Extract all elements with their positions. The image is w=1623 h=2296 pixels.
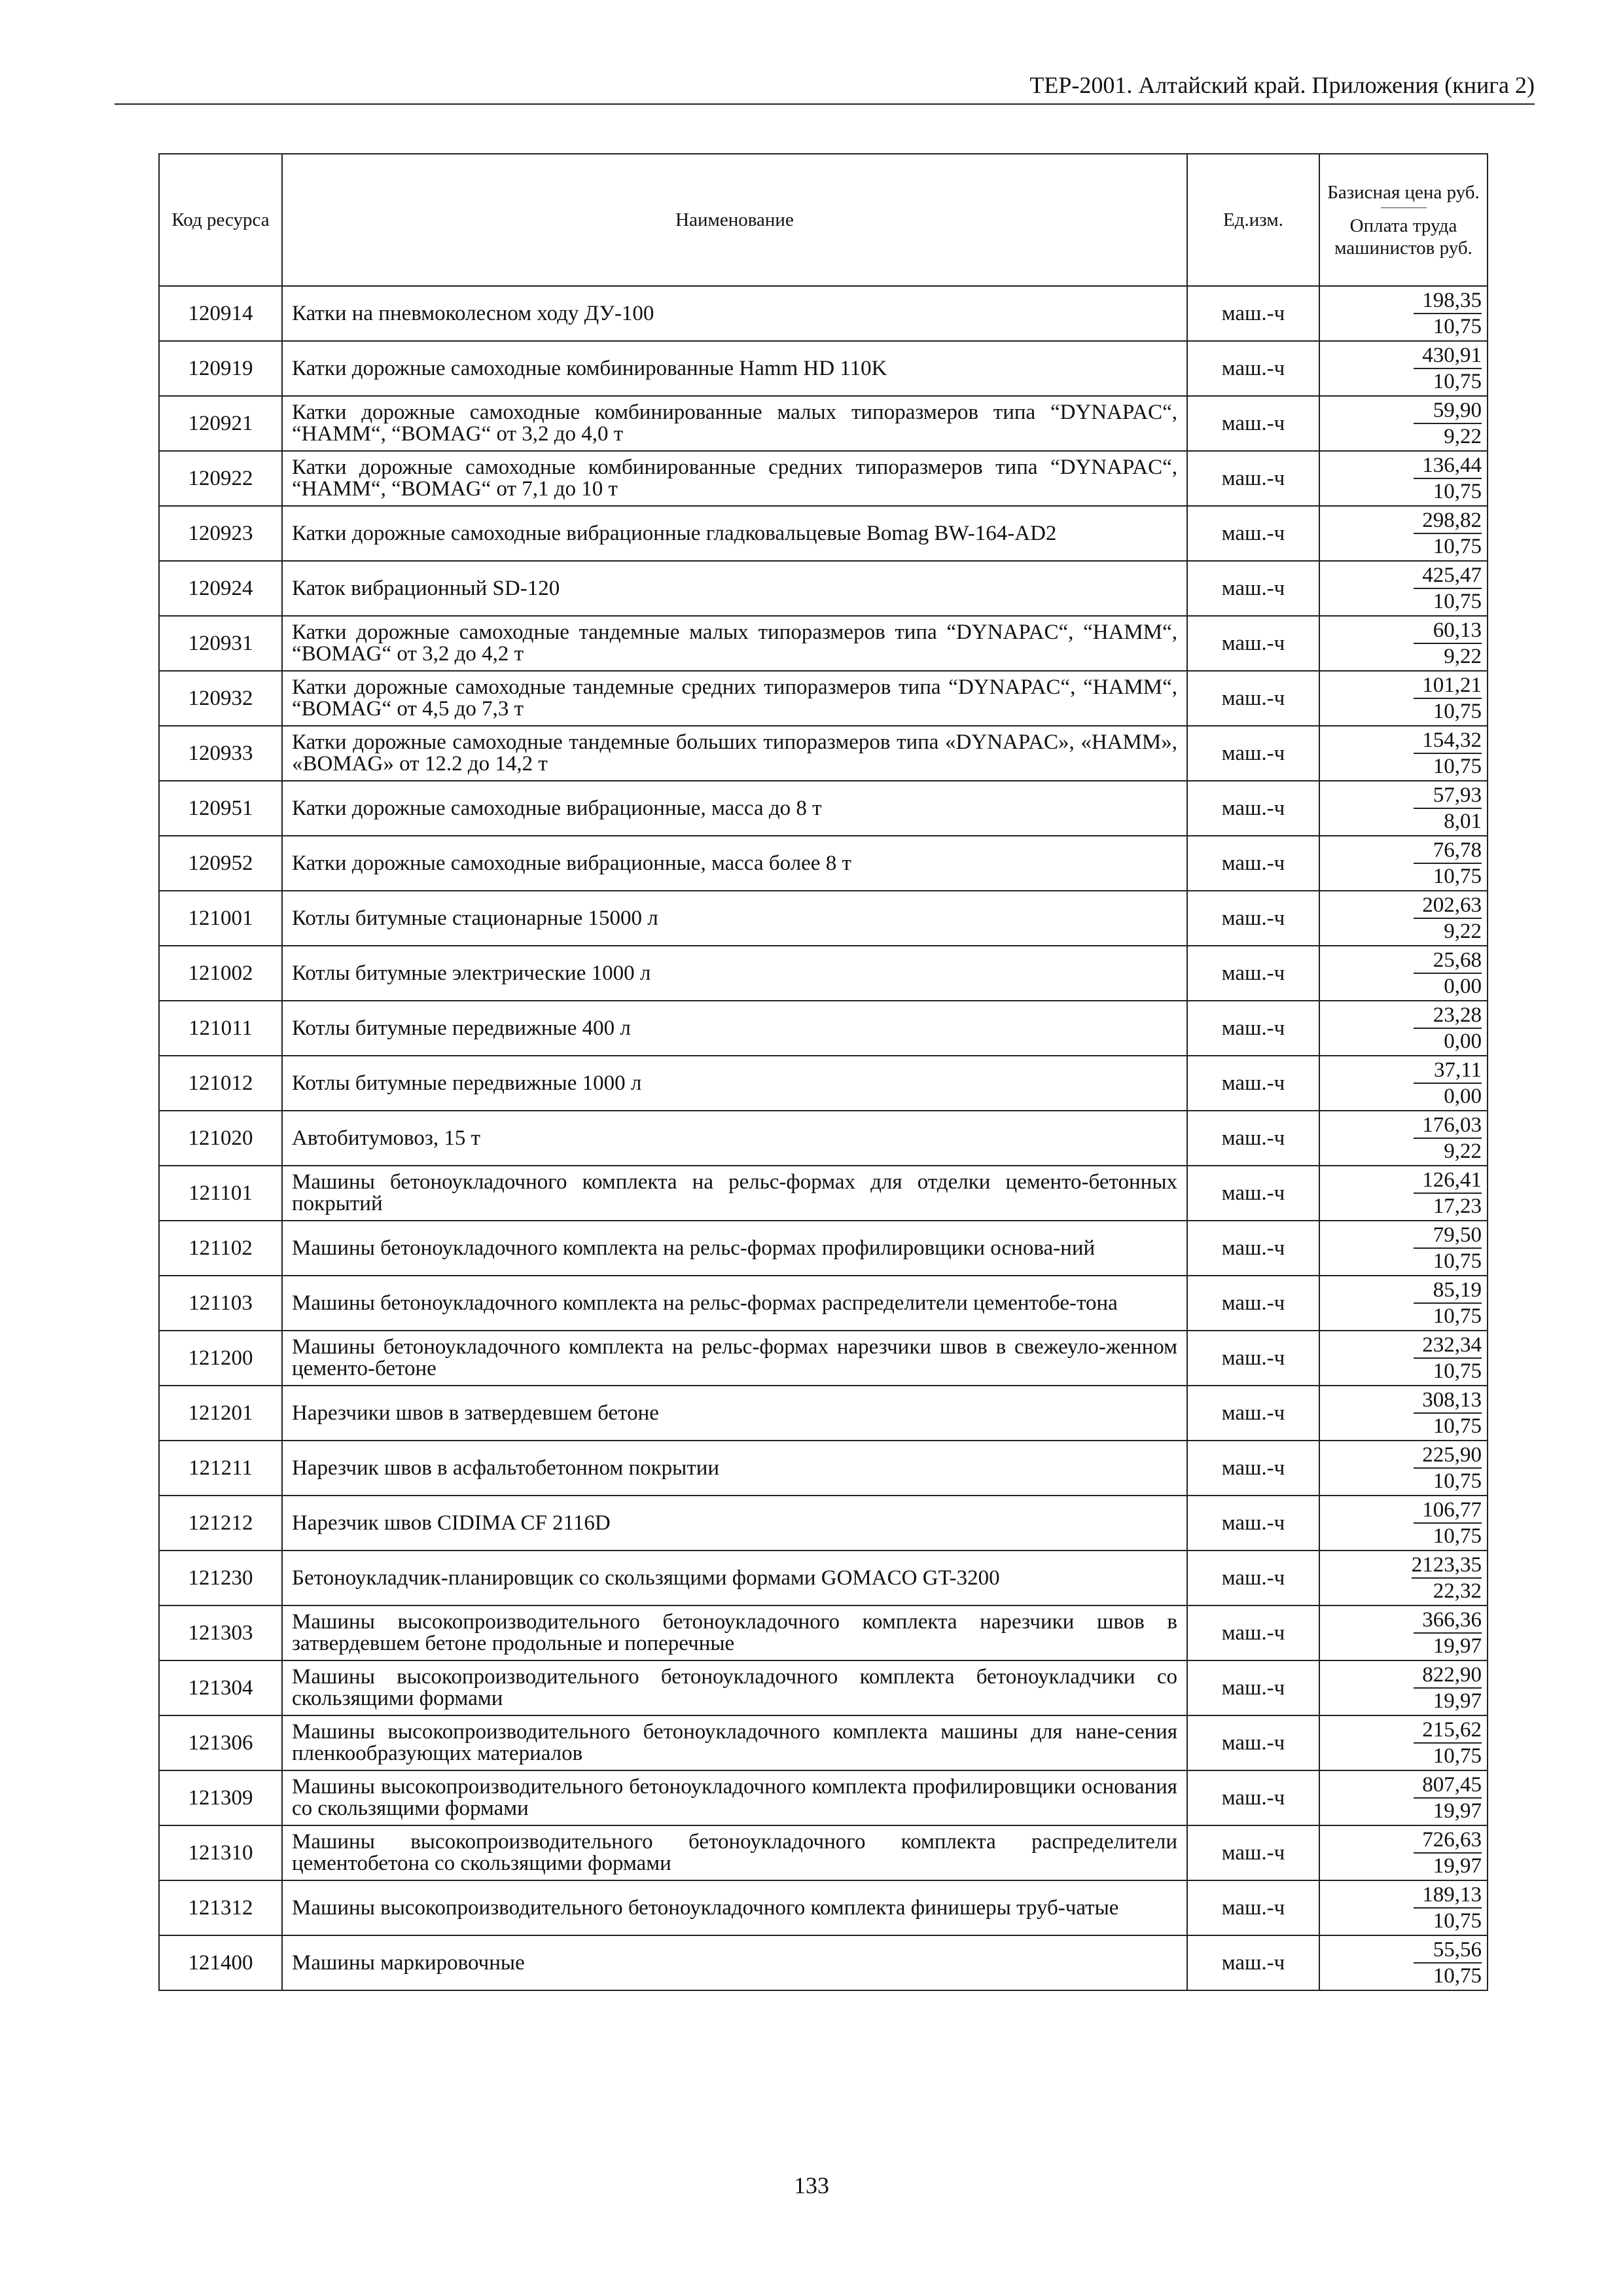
resource-name: Машины маркировочные: [282, 1935, 1187, 1990]
price-fraction: [1320, 1443, 1482, 1494]
resource-unit: маш.-ч: [1187, 1880, 1319, 1935]
price-cell: [1319, 1441, 1488, 1496]
price-cell: [1319, 1551, 1488, 1605]
base-price: 176,03: [1414, 1113, 1482, 1139]
table-row: [159, 1221, 1488, 1276]
operator-wage: 10,75: [1433, 1304, 1482, 1328]
resource-code: 121400: [159, 1935, 282, 1990]
operator-wage: 0,00: [1444, 1085, 1482, 1108]
header-price-base: Базисная цена руб.: [1327, 181, 1480, 203]
operator-wage: 0,00: [1444, 975, 1482, 998]
resource-code: 121012: [159, 1056, 282, 1111]
resource-code: 121020: [159, 1111, 282, 1166]
resource-unit: маш.-ч: [1187, 1276, 1319, 1331]
price-fraction: [1320, 398, 1482, 449]
resource-unit: маш.-ч: [1187, 396, 1319, 451]
price-fraction: [1320, 948, 1482, 999]
base-price: 425,47: [1414, 563, 1482, 589]
resource-name: Машины высокопроизводительного бетоноукладочного комплекта финишеры труб-чатые: [282, 1880, 1187, 1935]
operator-wage: 10,75: [1433, 1524, 1482, 1548]
resource-name: Автобитумовоз, 15 т: [282, 1111, 1187, 1166]
resource-name: Катки дорожные самоходные вибрационные, масса до 8 т: [282, 781, 1187, 836]
base-price: 136,44: [1414, 453, 1482, 479]
price-cell: [1319, 561, 1488, 616]
resource-name: Машины высокопроизводительного бетоноукладочного комплекта бетоноукладчики со скользящими формами: [282, 1660, 1187, 1715]
resource-code: 121102: [159, 1221, 282, 1276]
operator-wage: 10,75: [1433, 1249, 1482, 1273]
resource-code: 120924: [159, 561, 282, 616]
price-fraction: [1320, 1003, 1482, 1054]
resource-unit: маш.-ч: [1187, 1331, 1319, 1386]
resource-code: 121310: [159, 1825, 282, 1880]
operator-wage: 10,75: [1433, 1359, 1482, 1383]
table-row: [159, 561, 1488, 616]
resource-code: 121212: [159, 1496, 282, 1551]
table-row: [159, 396, 1488, 451]
resource-code: 121306: [159, 1715, 282, 1770]
operator-wage: 9,22: [1444, 645, 1482, 668]
operator-wage: 10,75: [1433, 535, 1482, 558]
resource-unit: маш.-ч: [1187, 1221, 1319, 1276]
base-price: 76,78: [1414, 838, 1482, 864]
resource-code: 120923: [159, 506, 282, 561]
operator-wage: 10,75: [1433, 315, 1482, 338]
price-cell: [1319, 1386, 1488, 1441]
base-price: 85,19: [1414, 1278, 1482, 1304]
price-fraction: [1320, 1168, 1482, 1219]
operator-wage: 10,75: [1433, 755, 1482, 778]
price-cell: [1319, 1001, 1488, 1056]
resource-name: Котлы битумные стационарные 15000 л: [282, 891, 1187, 946]
operator-wage: 19,97: [1433, 1799, 1482, 1823]
resource-unit: маш.-ч: [1187, 1441, 1319, 1496]
price-cell: [1319, 1496, 1488, 1551]
price-fraction: [1320, 618, 1482, 669]
price-fraction: [1320, 343, 1482, 394]
table-row: [159, 1605, 1488, 1660]
operator-wage: 17,23: [1433, 1194, 1482, 1218]
base-price: 79,50: [1414, 1223, 1482, 1249]
table-row: [159, 1331, 1488, 1386]
resource-code: 121304: [159, 1660, 282, 1715]
base-price: 225,90: [1414, 1443, 1482, 1469]
table-row: [159, 1551, 1488, 1605]
operator-wage: 19,97: [1433, 1854, 1482, 1878]
resource-code: 121201: [159, 1386, 282, 1441]
price-fraction: [1320, 1388, 1482, 1439]
table-row: [159, 451, 1488, 506]
price-cell: [1319, 671, 1488, 726]
resource-code: 121312: [159, 1880, 282, 1935]
price-cell: [1319, 1221, 1488, 1276]
table-row: [159, 1111, 1488, 1166]
price-cell: [1319, 946, 1488, 1001]
operator-wage: 9,22: [1444, 1139, 1482, 1163]
resource-unit: маш.-ч: [1187, 891, 1319, 946]
resource-name: Катки дорожные самоходные вибрационные, масса более 8 т: [282, 836, 1187, 891]
base-price: 202,63: [1414, 893, 1482, 919]
resource-name: Машины высокопроизводительного бетоноукладочного комплекта нарезчики швов в затвердевшем бетоне продольные и поперечные: [282, 1605, 1187, 1660]
base-price: 198,35: [1414, 288, 1482, 314]
resource-name: Бетоноукладчик-планировщик со скользящими формами GOMACO GT-3200: [282, 1551, 1187, 1605]
resource-code: 121011: [159, 1001, 282, 1056]
base-price: 101,21: [1414, 673, 1482, 699]
resource-code: 120921: [159, 396, 282, 451]
resource-unit: маш.-ч: [1187, 1001, 1319, 1056]
price-cell: [1319, 1660, 1488, 1715]
page-number: 133: [794, 2172, 829, 2198]
price-fraction: [1320, 1058, 1482, 1109]
table-header-row: [159, 154, 1488, 286]
resource-code: 121303: [159, 1605, 282, 1660]
resource-name: Катки дорожные самоходные тандемные больших типоразмеров типа «DYNAPAC», «HAMM», «BOMAG» от 12.2 до 14,2 т: [282, 726, 1187, 781]
price-cell: [1319, 1605, 1488, 1660]
table-row: [159, 1935, 1488, 1990]
resource-code: 120932: [159, 671, 282, 726]
base-price: 126,41: [1414, 1168, 1482, 1194]
resource-name: Катки дорожные самоходные комбинированные средних типоразмеров типа “DYNAPAC“, “HAMM“, “BOMAG“ от 7,1 до 10 т: [282, 451, 1187, 506]
price-cell: [1319, 1935, 1488, 1990]
table-row: [159, 506, 1488, 561]
price-cell: [1319, 506, 1488, 561]
resource-name: Катки дорожные самоходные тандемные средних типоразмеров типа “DYNAPAC“, “HAMM“, “BOMAG“ от 4,5 до 7,3 т: [282, 671, 1187, 726]
resource-code: 120914: [159, 286, 282, 341]
header-price-wage: Оплата труда машинистов руб.: [1334, 215, 1472, 259]
resource-unit: маш.-ч: [1187, 1166, 1319, 1221]
resource-unit: маш.-ч: [1187, 1111, 1319, 1166]
resource-unit: маш.-ч: [1187, 1605, 1319, 1660]
resource-name: Машины бетоноукладочного комплекта на рельс-формах профилировщики основа-ний: [282, 1221, 1187, 1276]
resource-name: Машины бетоноукладочного комплекта на рельс-формах распределители цементобе-тона: [282, 1276, 1187, 1331]
table-row: [159, 1880, 1488, 1935]
base-price: 726,63: [1414, 1827, 1482, 1854]
base-price: 189,13: [1414, 1882, 1482, 1909]
resource-name: Каток вибрационный SD-120: [282, 561, 1187, 616]
resource-name: Нарезчик швов в асфальтобетонном покрытии: [282, 1441, 1187, 1496]
price-fraction: [1320, 673, 1482, 724]
operator-wage: 0,00: [1444, 1030, 1482, 1053]
price-cell: [1319, 1880, 1488, 1935]
table-row: [159, 1825, 1488, 1880]
operator-wage: 9,22: [1444, 920, 1482, 943]
price-fraction: [1320, 1333, 1482, 1384]
price-fraction: [1320, 1772, 1482, 1823]
table-row: [159, 1001, 1488, 1056]
table-row: [159, 891, 1488, 946]
price-cell: [1319, 286, 1488, 341]
price-fraction: [1320, 453, 1482, 504]
base-price: 232,34: [1414, 1333, 1482, 1359]
operator-wage: 9,22: [1444, 425, 1482, 448]
resource-unit: маш.-ч: [1187, 561, 1319, 616]
table-row: [159, 1166, 1488, 1221]
price-cell: [1319, 396, 1488, 451]
price-fraction: [1320, 1717, 1482, 1768]
table-row: [159, 616, 1488, 671]
resource-unit: маш.-ч: [1187, 1715, 1319, 1770]
table-row: [159, 1276, 1488, 1331]
table-row: [159, 1386, 1488, 1441]
operator-wage: 10,75: [1433, 1469, 1482, 1493]
resource-code: 121200: [159, 1331, 282, 1386]
operator-wage: 10,75: [1433, 480, 1482, 503]
price-fraction: [1320, 288, 1482, 339]
resource-name: Катки дорожные самоходные вибрационные гладковальцевые Bomag BW-164-AD2: [282, 506, 1187, 561]
base-price: 55,56: [1414, 1937, 1482, 1964]
resource-unit: маш.-ч: [1187, 1386, 1319, 1441]
resource-name: Котлы битумные передвижные 1000 л: [282, 1056, 1187, 1111]
resource-name: Машины высокопроизводительного бетоноукладочного комплекта профилировщики основания со скользящими формами: [282, 1770, 1187, 1825]
resource-name: Катки дорожные самоходные комбинированные Hamm HD 110K: [282, 341, 1187, 396]
resource-unit: маш.-ч: [1187, 451, 1319, 506]
price-fraction: [1320, 1223, 1482, 1274]
resource-name: Машины высокопроизводительного бетоноукладочного комплекта машины для нане-сения пленкообразующих материалов: [282, 1715, 1187, 1770]
resource-code: 120933: [159, 726, 282, 781]
price-fraction: [1320, 1882, 1482, 1933]
resource-unit: маш.-ч: [1187, 836, 1319, 891]
resource-price-table: [158, 153, 1488, 1991]
resource-code: 120922: [159, 451, 282, 506]
resource-code: 121211: [159, 1441, 282, 1496]
resource-name: Катки дорожные самоходные комбинированные малых типоразмеров типа “DYNAPAC“, “HAMM“, “BOMAG“ от 3,2 до 4,0 т: [282, 396, 1187, 451]
price-cell: [1319, 836, 1488, 891]
resource-unit: маш.-ч: [1187, 1935, 1319, 1990]
price-cell: [1319, 1166, 1488, 1221]
base-price: 106,77: [1414, 1498, 1482, 1524]
operator-wage: 10,75: [1433, 700, 1482, 723]
operator-wage: 10,75: [1433, 1909, 1482, 1933]
resource-unit: маш.-ч: [1187, 341, 1319, 396]
operator-wage: 10,75: [1433, 865, 1482, 888]
resource-name: Нарезчики швов в затвердевшем бетоне: [282, 1386, 1187, 1441]
price-cell: [1319, 781, 1488, 836]
base-price: 25,68: [1414, 948, 1482, 974]
base-price: 298,82: [1414, 508, 1482, 534]
price-cell: [1319, 1825, 1488, 1880]
price-cell: [1319, 1331, 1488, 1386]
resource-unit: маш.-ч: [1187, 1056, 1319, 1111]
table-row: [159, 836, 1488, 891]
table-row: [159, 341, 1488, 396]
resource-code: 120951: [159, 781, 282, 836]
price-cell: [1319, 1111, 1488, 1166]
base-price: 215,62: [1414, 1717, 1482, 1744]
resource-name: Машины бетоноукладочного комплекта на рельс-формах для отделки цементо-бетонных покрытий: [282, 1166, 1187, 1221]
header-divider: [115, 103, 1535, 105]
table-row: [159, 726, 1488, 781]
base-price: 23,28: [1414, 1003, 1482, 1029]
header-code: Код ресурса: [159, 154, 282, 286]
header-unit: Ед.изм.: [1187, 154, 1319, 286]
header-price: [1319, 154, 1488, 286]
resource-code: 121103: [159, 1276, 282, 1331]
table-row: [159, 1496, 1488, 1551]
operator-wage: 10,75: [1433, 370, 1482, 393]
table-row: [159, 1715, 1488, 1770]
operator-wage: 22,32: [1433, 1579, 1482, 1603]
price-fraction: [1320, 1552, 1482, 1604]
price-cell: [1319, 451, 1488, 506]
table-row: [159, 1770, 1488, 1825]
resource-code: 121309: [159, 1770, 282, 1825]
price-fraction: [1320, 838, 1482, 889]
resource-code: 121002: [159, 946, 282, 1001]
resource-unit: маш.-ч: [1187, 1551, 1319, 1605]
resource-unit: маш.-ч: [1187, 946, 1319, 1001]
price-fraction: [1320, 1662, 1482, 1713]
price-cell: [1319, 616, 1488, 671]
price-fraction: [1320, 1937, 1482, 1988]
base-price: 2123,35: [1412, 1552, 1482, 1579]
resource-unit: маш.-ч: [1187, 781, 1319, 836]
base-price: 154,32: [1414, 728, 1482, 754]
header-price-divider: [1381, 207, 1427, 208]
price-cell: [1319, 341, 1488, 396]
table-row: [159, 946, 1488, 1001]
table-row: [159, 1056, 1488, 1111]
base-price: 822,90: [1414, 1662, 1482, 1689]
resource-code: 121230: [159, 1551, 282, 1605]
table-row: [159, 1660, 1488, 1715]
table-row: [159, 781, 1488, 836]
price-fraction: [1320, 728, 1482, 779]
price-fraction: [1320, 1113, 1482, 1164]
base-price: 59,90: [1414, 398, 1482, 424]
running-header: ТЕР-2001. Алтайский край. Приложения (книга 2): [1029, 72, 1535, 98]
resource-unit: маш.-ч: [1187, 1496, 1319, 1551]
table-row: [159, 1441, 1488, 1496]
resource-unit: маш.-ч: [1187, 671, 1319, 726]
price-fraction: [1320, 1278, 1482, 1329]
base-price: 60,13: [1414, 618, 1482, 644]
resource-code: 121001: [159, 891, 282, 946]
resource-name: Машины высокопроизводительного бетоноукладочного комплекта распределители цементобетона со скользящими формами: [282, 1825, 1187, 1880]
base-price: 366,36: [1414, 1607, 1482, 1634]
table-body: [159, 286, 1488, 1990]
resource-code: 120919: [159, 341, 282, 396]
resource-unit: маш.-ч: [1187, 1770, 1319, 1825]
base-price: 430,91: [1414, 343, 1482, 369]
base-price: 37,11: [1414, 1058, 1482, 1084]
operator-wage: 19,97: [1433, 1634, 1482, 1658]
resource-unit: маш.-ч: [1187, 1825, 1319, 1880]
price-cell: [1319, 891, 1488, 946]
price-cell: [1319, 1770, 1488, 1825]
operator-wage: 10,75: [1433, 1744, 1482, 1768]
resource-name: Катки дорожные самоходные тандемные малых типоразмеров типа “DYNAPAC“, “HAMM“, “BOMAG“ от 3,2 до 4,2 т: [282, 616, 1187, 671]
resource-name: Катки на пневмоколесном ходу ДУ-100: [282, 286, 1187, 341]
price-cell: [1319, 1276, 1488, 1331]
base-price: 57,93: [1414, 783, 1482, 809]
price-fraction: [1320, 508, 1482, 559]
operator-wage: 10,75: [1433, 1964, 1482, 1988]
price-cell: [1319, 1715, 1488, 1770]
table-row: [159, 671, 1488, 726]
base-price: 308,13: [1414, 1388, 1482, 1414]
operator-wage: 10,75: [1433, 590, 1482, 613]
resource-unit: маш.-ч: [1187, 1660, 1319, 1715]
resource-code: 120931: [159, 616, 282, 671]
resource-name: Машины бетоноукладочного комплекта на рельс-формах нарезчики швов в свежеуло-женном цементо-бетоне: [282, 1331, 1187, 1386]
resource-code: 120952: [159, 836, 282, 891]
resource-unit: маш.-ч: [1187, 726, 1319, 781]
operator-wage: 8,01: [1444, 810, 1482, 833]
operator-wage: 19,97: [1433, 1689, 1482, 1713]
resource-unit: маш.-ч: [1187, 506, 1319, 561]
price-fraction: [1320, 563, 1482, 614]
resource-code: 121101: [159, 1166, 282, 1221]
resource-unit: маш.-ч: [1187, 286, 1319, 341]
resource-name: Нарезчик швов CIDIMA CF 2116D: [282, 1496, 1187, 1551]
base-price: 807,45: [1414, 1772, 1482, 1799]
price-cell: [1319, 726, 1488, 781]
resource-name: Котлы битумные электрические 1000 л: [282, 946, 1187, 1001]
price-cell: [1319, 1056, 1488, 1111]
price-fraction: [1320, 893, 1482, 944]
operator-wage: 10,75: [1433, 1414, 1482, 1438]
header-name: Наименование: [282, 154, 1187, 286]
resource-name: Котлы битумные передвижные 400 л: [282, 1001, 1187, 1056]
price-fraction: [1320, 783, 1482, 834]
table-row: [159, 286, 1488, 341]
price-fraction: [1320, 1498, 1482, 1549]
price-fraction: [1320, 1607, 1482, 1659]
resource-unit: маш.-ч: [1187, 616, 1319, 671]
price-fraction: [1320, 1827, 1482, 1878]
